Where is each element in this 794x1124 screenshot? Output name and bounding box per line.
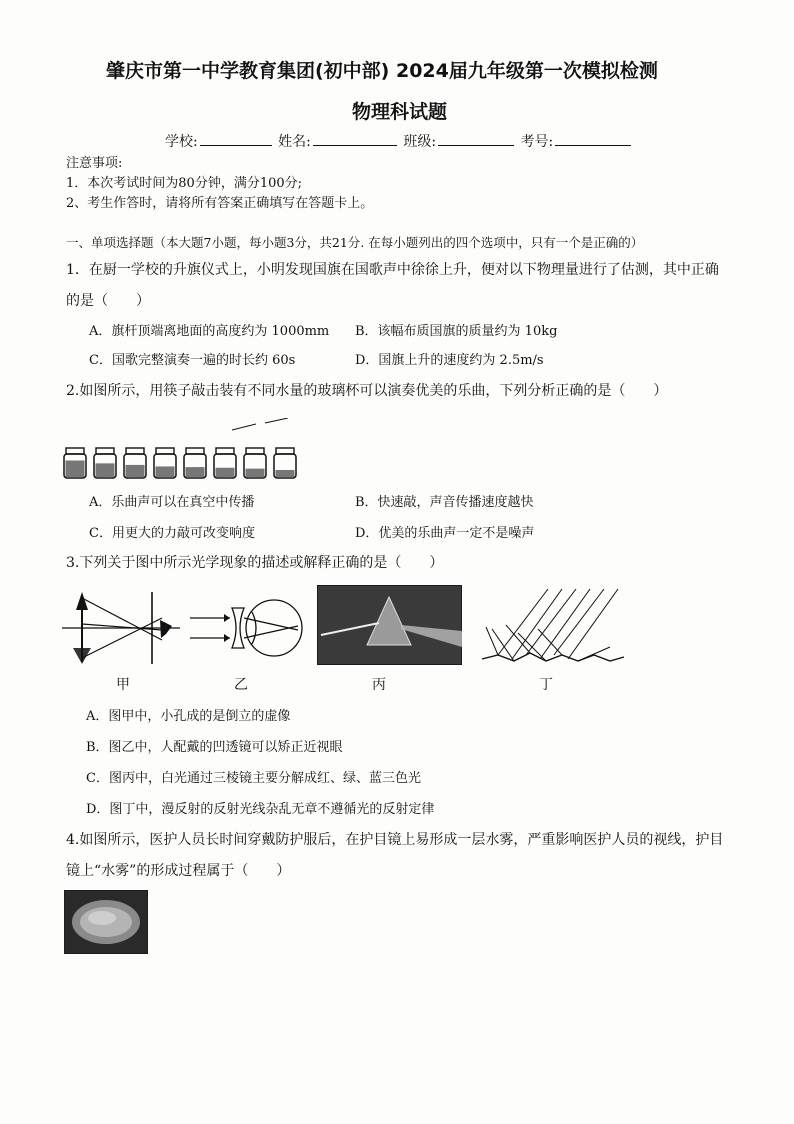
notice-heading: 注意事项:: [66, 156, 123, 171]
q1-stem-line1: 1．在厨一学校的升旗仪式上，小明发现国旗在国歌声中徐徐上升，便对以下物理量进行了估测，其中正确: [66, 262, 719, 278]
q3-option-a[interactable]: A．图甲中，小孔成的是倒立的虚像: [86, 709, 291, 724]
q2-option-c[interactable]: C．用更大的力敲可改变响度: [89, 526, 255, 541]
glass-4: [154, 448, 176, 478]
glass-2: [94, 448, 116, 478]
q3-figure-bing: [317, 585, 462, 665]
school-label: 学校:: [165, 134, 198, 150]
q2-option-b[interactable]: B．快速敲，声音传播速度越快: [355, 495, 534, 510]
q3-stem: 3.下列关于图中所示光学现象的描述或解释正确的是（ ）: [66, 555, 444, 571]
q1-option-c[interactable]: C．国歌完整演奏一遍的时长约 60s: [89, 353, 296, 368]
q1-option-b[interactable]: B．该幅布质国旗的质量约为 10kg: [355, 324, 558, 339]
class-blank[interactable]: [438, 133, 514, 146]
section-heading: 一、单项选择题（本大题7小题，每小题3分，共21分. 在每小题列出的四个选项中，只有一个是正确的）: [66, 235, 644, 250]
exam-title: 肇庆市第一中学教育集团(初中部) 2024届九年级第一次模拟检测: [106, 60, 658, 82]
q3-figure-jia: [62, 590, 182, 668]
glass-6: [214, 448, 236, 478]
glass-7: [244, 448, 266, 478]
q2-figure-glasses: [60, 418, 310, 480]
q3-figure-label-yi: 乙: [234, 677, 248, 693]
info-fields: [165, 131, 633, 151]
q2-option-d[interactable]: D．优美的乐曲声一定不是噪声: [355, 526, 535, 541]
q1-option-a[interactable]: A．旗杆顶端离地面的高度约为 1000mm: [89, 324, 330, 339]
q2-stem: 2.如图所示，用筷子敲击装有不同水量的玻璃杯可以演奏优美的乐曲，下列分析正确的是（ ）: [66, 383, 668, 399]
class-label: 班级:: [403, 134, 437, 150]
name-label: 姓名:: [278, 134, 311, 150]
q3-option-b[interactable]: B．图乙中，人配戴的凹透镜可以矫正近视眼: [86, 740, 343, 755]
name-blank[interactable]: [313, 133, 397, 146]
glass-1: [64, 448, 86, 478]
q3-option-d[interactable]: D．图丁中，漫反射的反射光线杂乱无章不遵循光的反射定律: [86, 802, 435, 817]
school-blank[interactable]: [200, 133, 272, 146]
q1-option-d[interactable]: D．国旗上升的速度约为 2.5m/s: [355, 353, 544, 368]
glass-5: [184, 448, 206, 478]
exam-no-blank[interactable]: [555, 133, 631, 146]
q4-stem-line2: 镜上“水雾”的形成过程属于（ ）: [66, 863, 291, 879]
exam-no-label: 考号:: [520, 134, 554, 150]
q3-figure-label-ding: 丁: [539, 677, 553, 693]
q1-stem-line2: 的是（ ）: [66, 293, 150, 309]
notice-item-2: 2、考生作答时，请将所有答案正确填写在答题卡上。: [66, 196, 374, 211]
q4-goggles-photo: [64, 890, 148, 954]
q3-figure-ding: [478, 585, 626, 667]
glass-8: [274, 448, 296, 478]
notice-item-1: 1．本次考试时间为80分钟，满分100分;: [66, 176, 303, 191]
glass-3: [124, 448, 146, 478]
q3-option-c[interactable]: C．图丙中，白光通过三棱镜主要分解成红、绿、蓝三色光: [86, 771, 421, 786]
q2-option-a[interactable]: A．乐曲声可以在真空中传播: [89, 495, 255, 510]
q3-figure-label-jia: 甲: [116, 677, 130, 693]
q3-figure-label-bing: 丙: [372, 677, 386, 693]
exam-subtitle: 物理科试题: [352, 101, 448, 123]
q4-stem-line1: 4.如图所示，医护人员长时间穿戴防护服后，在护目镜上易形成一层水雾，严重影响医护人员的视线，护目: [66, 832, 724, 848]
q3-figure-yi: [190, 592, 310, 664]
